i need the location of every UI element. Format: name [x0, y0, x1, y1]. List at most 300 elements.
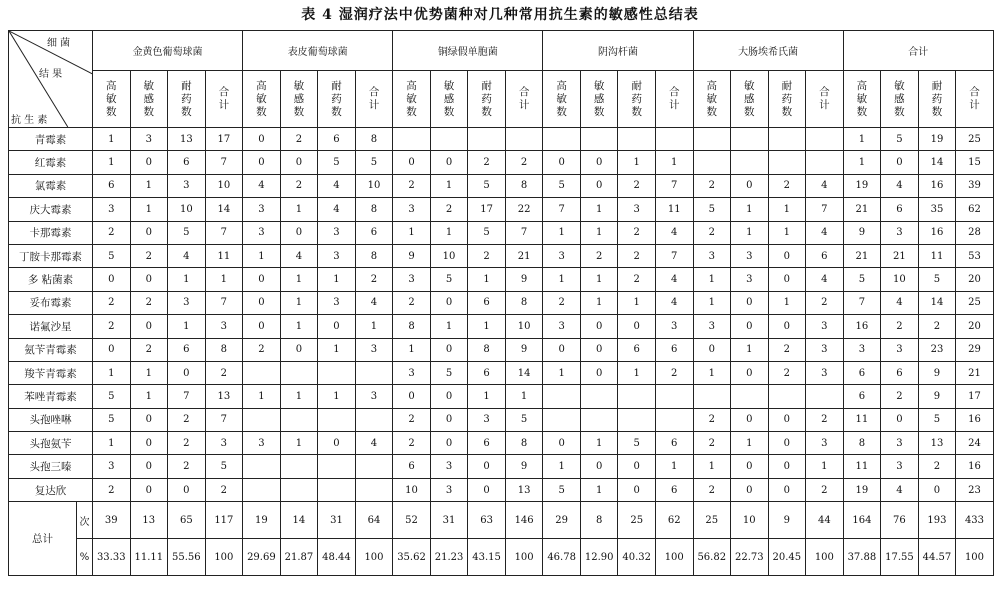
data-cell: 2	[468, 151, 506, 174]
table-row	[9, 478, 994, 501]
data-cell: 21	[956, 361, 994, 384]
data-cell: 35	[918, 198, 956, 221]
data-cell: 6	[618, 338, 656, 361]
data-cell	[355, 478, 393, 501]
data-cell: 13	[918, 432, 956, 455]
total-count-cell: 31	[430, 502, 468, 539]
sub-header-cell	[355, 71, 393, 128]
data-cell: 10	[393, 478, 431, 501]
data-cell: 14	[205, 198, 243, 221]
data-cell: 8	[468, 338, 506, 361]
table-title: 表 4 湿润疗法中优势菌种对几种常用抗生素的敏感性总结表	[301, 7, 699, 23]
data-cell	[318, 361, 356, 384]
data-cell: 19	[843, 478, 881, 501]
data-cell: 3	[430, 455, 468, 478]
data-cell: 5	[468, 174, 506, 197]
data-cell: 2	[243, 338, 281, 361]
data-cell: 1	[130, 361, 168, 384]
data-cell: 2	[881, 385, 919, 408]
data-cell: 29	[956, 338, 994, 361]
data-cell	[243, 478, 281, 501]
sub-header-cell	[280, 71, 318, 128]
data-cell	[768, 128, 806, 151]
total-count-cell: 146	[505, 502, 543, 539]
data-cell: 0	[731, 455, 769, 478]
sub-header-cell	[580, 71, 618, 128]
data-cell: 0	[280, 151, 318, 174]
data-cell: 3	[881, 432, 919, 455]
data-cell	[430, 128, 468, 151]
data-cell	[806, 385, 844, 408]
data-cell: 1	[130, 174, 168, 197]
data-cell: 5	[505, 408, 543, 431]
data-cell: 1	[731, 432, 769, 455]
corner-label-bacteria: 细 菌	[47, 38, 71, 49]
data-cell: 1	[693, 268, 731, 291]
data-cell: 4	[355, 291, 393, 314]
data-cell: 0	[731, 315, 769, 338]
data-cell: 1	[168, 315, 206, 338]
data-cell: 0	[280, 338, 318, 361]
data-cell: 2	[430, 198, 468, 221]
data-cell: 17	[205, 128, 243, 151]
data-cell: 25	[956, 128, 994, 151]
sub-header-label: 高敏数	[856, 79, 868, 118]
data-cell: 0	[543, 432, 581, 455]
data-cell: 1	[393, 221, 431, 244]
data-cell: 1	[618, 151, 656, 174]
data-cell: 5	[430, 361, 468, 384]
data-cell: 2	[393, 291, 431, 314]
data-cell: 8	[505, 291, 543, 314]
data-cell: 4	[806, 221, 844, 244]
total-percent-cell: 17.55	[881, 539, 919, 576]
data-cell: 2	[918, 315, 956, 338]
antibiotic-name: 庆大霉素	[9, 198, 93, 221]
data-cell: 0	[618, 455, 656, 478]
data-cell	[655, 408, 693, 431]
sub-header-label: 耐药数	[931, 79, 943, 118]
total-count-cell: 164	[843, 502, 881, 539]
data-cell: 1	[280, 198, 318, 221]
data-cell	[768, 151, 806, 174]
data-cell: 28	[956, 221, 994, 244]
data-cell	[618, 128, 656, 151]
data-cell: 5	[205, 455, 243, 478]
sub-header-label: 合计	[368, 86, 380, 111]
antibiotic-name: 卡那霉素	[9, 221, 93, 244]
data-cell: 3	[843, 338, 881, 361]
data-cell: 7	[205, 408, 243, 431]
sub-header-label: 高敏数	[406, 79, 417, 118]
data-cell: 0	[768, 432, 806, 455]
data-cell	[280, 478, 318, 501]
total-percent-cell: 100	[956, 539, 994, 576]
data-cell: 10	[355, 174, 393, 197]
data-cell	[243, 408, 281, 431]
data-cell: 0	[580, 361, 618, 384]
sub-header-label: 敏感数	[143, 79, 155, 118]
data-cell: 6	[881, 361, 919, 384]
table-row	[9, 361, 994, 384]
sub-header-cell	[956, 71, 994, 128]
data-cell: 5	[918, 408, 956, 431]
data-cell: 1	[280, 315, 318, 338]
sub-header-cell	[693, 71, 731, 128]
data-cell	[693, 151, 731, 174]
data-cell: 2	[881, 315, 919, 338]
table-row	[9, 268, 994, 291]
data-cell: 0	[881, 151, 919, 174]
data-cell: 0	[393, 385, 431, 408]
data-cell: 1	[768, 291, 806, 314]
data-cell: 6	[355, 221, 393, 244]
data-cell: 2	[393, 408, 431, 431]
data-cell: 9	[505, 455, 543, 478]
data-cell: 1	[543, 268, 581, 291]
sub-header-cell	[543, 71, 581, 128]
total-percent-cell: 22.73	[731, 539, 769, 576]
data-cell: 10	[505, 315, 543, 338]
sub-header-label: 敏感数	[894, 79, 905, 118]
sub-header-cell	[881, 71, 919, 128]
data-cell	[580, 385, 618, 408]
data-cell: 1	[243, 244, 281, 267]
total-percent-cell: 44.57	[918, 539, 956, 576]
data-cell: 1	[280, 385, 318, 408]
data-cell: 2	[168, 455, 206, 478]
data-cell: 2	[468, 244, 506, 267]
data-cell: 0	[580, 455, 618, 478]
data-cell: 2	[768, 361, 806, 384]
data-cell: 19	[843, 174, 881, 197]
data-cell: 0	[243, 291, 281, 314]
antibiotic-name: 丁胺卡那霉素	[9, 244, 93, 267]
sub-header-label: 耐药数	[631, 79, 642, 118]
data-cell: 3	[806, 315, 844, 338]
group-header: 铜绿假单胞菌	[393, 31, 543, 71]
data-cell: 22	[505, 198, 543, 221]
data-cell: 4	[280, 244, 318, 267]
data-cell: 5	[693, 198, 731, 221]
antibiotic-name: 苯唑青霉素	[9, 385, 93, 408]
data-cell: 3	[693, 315, 731, 338]
data-cell: 3	[168, 174, 206, 197]
data-cell	[243, 361, 281, 384]
sub-header-cell	[731, 71, 769, 128]
data-cell: 17	[468, 198, 506, 221]
data-cell: 3	[430, 478, 468, 501]
total-count-cell: 64	[355, 502, 393, 539]
data-cell: 11	[843, 408, 881, 431]
data-cell: 7	[505, 221, 543, 244]
total-percent-cell: 21.87	[280, 539, 318, 576]
data-cell: 1	[580, 221, 618, 244]
data-cell: 3	[93, 198, 131, 221]
data-cell: 3	[205, 315, 243, 338]
sub-header-label: 合计	[668, 86, 680, 111]
total-percent-row	[9, 539, 994, 576]
sub-header-cell	[843, 71, 881, 128]
sub-header-label: 高敏数	[106, 79, 117, 118]
data-cell	[618, 385, 656, 408]
sub-header-cell	[468, 71, 506, 128]
data-cell: 3	[881, 455, 919, 478]
group-header: 表皮葡萄球菌	[243, 31, 393, 71]
data-cell: 10	[881, 268, 919, 291]
data-cell: 2	[280, 128, 318, 151]
total-count-cell: 39	[93, 502, 131, 539]
data-cell: 16	[956, 455, 994, 478]
data-cell: 0	[543, 151, 581, 174]
data-cell	[318, 478, 356, 501]
data-cell: 4	[881, 478, 919, 501]
sub-header-cell	[655, 71, 693, 128]
data-cell: 2	[655, 361, 693, 384]
data-cell	[280, 361, 318, 384]
data-cell	[580, 408, 618, 431]
data-cell: 13	[168, 128, 206, 151]
table-row	[9, 432, 994, 455]
data-cell: 2	[280, 174, 318, 197]
data-cell: 1	[130, 385, 168, 408]
total-count-cell: 193	[918, 502, 956, 539]
total-count-cell: 14	[280, 502, 318, 539]
data-cell: 0	[731, 408, 769, 431]
total-count-cell: 433	[956, 502, 994, 539]
data-cell: 5	[918, 268, 956, 291]
data-cell: 11	[843, 455, 881, 478]
sub-header-label: 合计	[969, 86, 980, 111]
data-cell: 1	[655, 151, 693, 174]
antibiotic-name: 头孢唑啉	[9, 408, 93, 431]
data-cell: 0	[430, 338, 468, 361]
data-cell: 0	[168, 478, 206, 501]
data-cell: 1	[693, 361, 731, 384]
data-cell: 3	[355, 385, 393, 408]
data-cell: 1	[580, 198, 618, 221]
data-cell: 21	[505, 244, 543, 267]
data-cell: 0	[468, 478, 506, 501]
data-cell	[543, 385, 581, 408]
total-count-cell: 13	[130, 502, 168, 539]
data-cell: 8	[205, 338, 243, 361]
data-cell: 2	[618, 174, 656, 197]
data-cell: 1	[731, 221, 769, 244]
antibiotic-name: 头孢三嗪	[9, 455, 93, 478]
data-cell: 13	[205, 385, 243, 408]
data-cell: 2	[130, 338, 168, 361]
data-cell: 1	[580, 432, 618, 455]
sensitivity-table-container	[8, 30, 993, 576]
data-cell: 4	[318, 198, 356, 221]
data-cell: 8	[393, 315, 431, 338]
data-cell: 4	[881, 291, 919, 314]
antibiotic-name: 羧苄青霉素	[9, 361, 93, 384]
data-cell	[355, 455, 393, 478]
sub-header-label: 合计	[218, 86, 230, 111]
sub-header-label: 耐药数	[481, 79, 492, 118]
data-cell: 0	[881, 408, 919, 431]
data-cell: 1	[655, 455, 693, 478]
data-cell: 2	[130, 291, 168, 314]
data-cell: 0	[430, 408, 468, 431]
data-cell: 0	[130, 151, 168, 174]
data-cell: 3	[168, 291, 206, 314]
data-cell: 9	[918, 385, 956, 408]
data-cell: 9	[843, 221, 881, 244]
sub-header-label: 耐药数	[331, 79, 342, 118]
total-label: 总计	[9, 502, 77, 576]
data-cell	[543, 128, 581, 151]
data-cell: 3	[731, 268, 769, 291]
data-cell: 2	[130, 244, 168, 267]
data-cell: 4	[655, 221, 693, 244]
total-percent-cell: 11.11	[130, 539, 168, 576]
data-cell: 3	[93, 455, 131, 478]
data-cell: 2	[806, 408, 844, 431]
data-cell: 2	[768, 338, 806, 361]
total-percent-cell: 43.15	[468, 539, 506, 576]
data-cell: 1	[806, 455, 844, 478]
data-cell: 6	[168, 151, 206, 174]
data-cell: 14	[918, 291, 956, 314]
data-cell: 0	[280, 221, 318, 244]
data-cell: 3	[543, 244, 581, 267]
data-cell: 1	[768, 221, 806, 244]
total-percent-cell: 21.23	[430, 539, 468, 576]
data-cell: 0	[93, 338, 131, 361]
table-row	[9, 174, 994, 197]
antibiotic-name: 复达欣	[9, 478, 93, 501]
data-cell	[693, 128, 731, 151]
data-cell: 4	[806, 268, 844, 291]
data-cell	[655, 385, 693, 408]
data-cell: 0	[731, 291, 769, 314]
table-row	[9, 291, 994, 314]
data-cell: 1	[618, 291, 656, 314]
table-row	[9, 151, 994, 174]
data-cell: 23	[918, 338, 956, 361]
data-cell: 2	[393, 432, 431, 455]
data-cell: 2	[93, 478, 131, 501]
data-cell	[731, 151, 769, 174]
sub-header-label: 敏感数	[443, 79, 455, 118]
data-cell: 0	[731, 361, 769, 384]
data-cell: 8	[843, 432, 881, 455]
data-cell: 2	[618, 244, 656, 267]
data-cell: 2	[918, 455, 956, 478]
data-cell: 3	[806, 432, 844, 455]
total-percent-cell: 55.56	[168, 539, 206, 576]
data-cell: 6	[468, 291, 506, 314]
data-cell: 1	[468, 385, 506, 408]
data-cell: 0	[468, 455, 506, 478]
data-cell: 0	[130, 268, 168, 291]
sub-header-cell	[618, 71, 656, 128]
table-row	[9, 198, 994, 221]
data-cell: 5	[881, 128, 919, 151]
data-cell: 2	[693, 174, 731, 197]
data-cell: 0	[618, 315, 656, 338]
data-cell: 9	[393, 244, 431, 267]
data-cell	[393, 128, 431, 151]
total-count-cell: 44	[806, 502, 844, 539]
total-count-cell: 65	[168, 502, 206, 539]
total-count-cell: 10	[731, 502, 769, 539]
data-cell: 0	[731, 174, 769, 197]
data-cell: 39	[956, 174, 994, 197]
data-cell: 9	[505, 338, 543, 361]
data-cell: 16	[918, 221, 956, 244]
total-percent-cell: 100	[205, 539, 243, 576]
data-cell: 15	[956, 151, 994, 174]
data-cell: 2	[205, 361, 243, 384]
sub-header-label: 高敏数	[556, 79, 567, 118]
data-cell: 2	[205, 478, 243, 501]
data-cell: 5	[430, 268, 468, 291]
data-cell: 3	[655, 315, 693, 338]
data-cell: 8	[355, 128, 393, 151]
data-cell: 5	[843, 268, 881, 291]
data-cell: 1	[168, 268, 206, 291]
data-cell: 1	[843, 128, 881, 151]
total-count-cell: 31	[318, 502, 356, 539]
data-cell: 0	[318, 315, 356, 338]
data-cell: 0	[243, 268, 281, 291]
data-cell: 6	[806, 244, 844, 267]
corner-label-result: 结 果	[39, 69, 63, 80]
data-cell: 4	[806, 174, 844, 197]
data-cell	[731, 128, 769, 151]
data-cell: 1	[543, 221, 581, 244]
data-cell	[505, 128, 543, 151]
data-cell	[318, 455, 356, 478]
data-cell: 5	[355, 151, 393, 174]
sub-header-cell	[243, 71, 281, 128]
group-header: 金黄色葡萄球菌	[93, 31, 243, 71]
data-cell: 8	[355, 244, 393, 267]
sub-header-cell	[806, 71, 844, 128]
total-count-cell: 25	[618, 502, 656, 539]
data-cell: 2	[168, 408, 206, 431]
sub-header-label: 敏感数	[744, 79, 755, 118]
sub-header-label: 敏感数	[293, 79, 305, 118]
data-cell: 1	[468, 315, 506, 338]
data-cell: 1	[731, 338, 769, 361]
data-cell: 0	[768, 408, 806, 431]
data-cell: 0	[543, 338, 581, 361]
data-cell: 0	[768, 244, 806, 267]
data-cell: 0	[918, 478, 956, 501]
data-cell: 0	[243, 151, 281, 174]
table-row	[9, 221, 994, 244]
total-count-cell: 19	[243, 502, 281, 539]
data-cell: 10	[430, 244, 468, 267]
total-percent-cell: 29.69	[243, 539, 281, 576]
data-cell	[280, 408, 318, 431]
sub-header-cell	[430, 71, 468, 128]
data-cell	[355, 361, 393, 384]
data-cell: 5	[543, 174, 581, 197]
total-percent-cell: 48.44	[318, 539, 356, 576]
data-cell: 1	[543, 455, 581, 478]
data-cell: 5	[93, 244, 131, 267]
data-cell: 6	[393, 455, 431, 478]
total-percent-cell: 35.62	[393, 539, 431, 576]
data-cell: 0	[768, 315, 806, 338]
total-percent-cell: 100	[806, 539, 844, 576]
